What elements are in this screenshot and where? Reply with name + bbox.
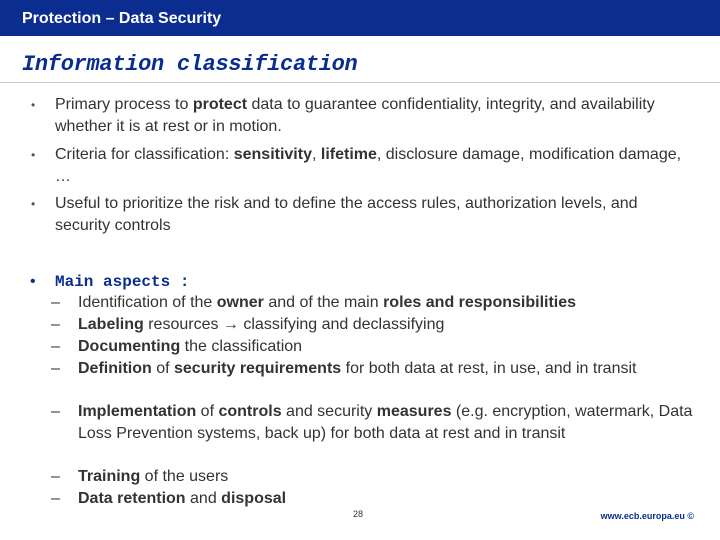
dash-icon: – [51,294,60,311]
dash-icon: – [51,360,60,377]
main-aspects-label: Main aspects : [55,273,190,291]
sub-item: – Training of the users [78,466,698,488]
title-divider [0,82,720,83]
sub-item: – Data retention and disposal [78,488,698,510]
bullet-dot-icon: • [31,197,36,211]
bullet-item [31,193,695,237]
bullet-dot-icon: • [31,148,36,162]
header-title: Protection – Data Security [22,10,222,27]
header-bar [0,0,720,36]
dash-icon: – [51,490,60,507]
bullet-dot-icon: • [31,98,36,112]
dash-icon: – [51,468,60,485]
dash-icon: – [51,316,60,333]
dash-icon: – [51,338,60,355]
dash-icon: – [51,403,60,420]
bullet-text: Useful to prioritize the risk and to define the access rules, authorization levels, and security controls [55,195,638,234]
page-number: 28 [353,509,364,519]
footer-url[interactable]: www.ecb.europa.eu © [600,511,694,521]
bullet-item [31,144,695,188]
main-aspects-heading [30,271,695,293]
bullet-text: Primary process to protect data to guarantee confidentiality, integrity, and availability whether it is at rest or in motion. [55,96,655,135]
sub-item: – Definition of security requirements for both data at rest, in use, and in transit [78,358,698,380]
bullet-dot-icon: • [30,273,36,290]
bullet-text: Criteria for classification: sensitivity, lifetime, disclosure damage, modification damage, … [55,146,682,185]
sub-item: – Labeling resources → classifying and declassifying [78,314,698,336]
sub-item: – Identification of the owner and of the main roles and responsibilities [78,292,698,314]
slide-title: Information classification [22,52,358,77]
sub-item: – Implementation of controls and security measures (e.g. encryption, watermark, Data Loss Prevention systems, back up) for both data at rest and in transit [51,403,693,442]
sub-item: – Documenting the classification [78,336,698,358]
arrow-right-icon: → [222,316,239,333]
bullet-item [31,94,695,138]
